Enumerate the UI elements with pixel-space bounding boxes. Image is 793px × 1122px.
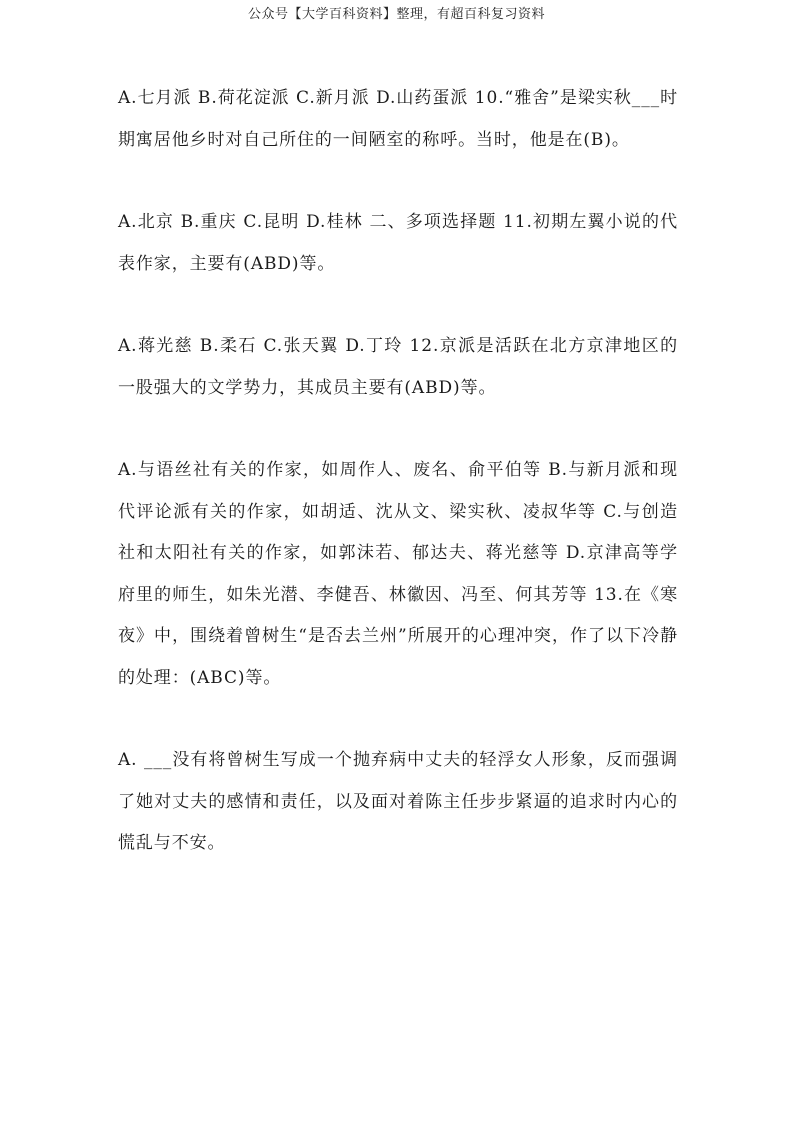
paragraph-q9-options-q10: A.七月派 B.荷花淀派 C.新月派 D.山药蛋派 10.“雅舍”是梁实秋___时期寓居他乡时对自己所住的一间陋室的称呼。当时，他是在(B)。: [118, 88, 678, 150]
page-header: 公众号【大学百科资料】整理，有超百科复习资料: [247, 7, 545, 22]
paragraph-q11-options-q12: A.蒋光慈 B.柔石 C.张天翼 D.丁玲 12.京派是活跃在北方京津地区的一股强大的文学势力，其成员主要有(ABD)等。: [118, 336, 678, 398]
paragraph-q12-options-q13: A.与语丝社有关的作家，如周作人、废名、俞平伯等 B.与新月派和现代评论派有关的作家，如胡适、沈从文、梁实秋、凌叔华等 C.与创造社和太阳社有关的作家，如郭沫若、郁达夫、蒋光慈等 D.京津高等学府里的师生，如朱光潜、李健吾、林徽因、冯至、何其芳等 13.在《寒夜》中，围绕着曾树生“是否去兰州”所展开的心理冲突，作了以下冷静的处理：(ABC)等。: [118, 460, 678, 688]
document-body: [118, 78, 678, 906]
paragraph-q10-options-q11: A.北京 B.重庆 C.昆明 D.桂林 二、多项选择题 11.初期左翼小说的代表作家，主要有(ABD)等。: [118, 212, 678, 274]
paragraph-q13-option-a: A. ___没有将曾树生写成一个抛弃病中丈夫的轻浮女人形象，反而强调了她对丈夫的感情和责任，以及面对着陈主任步步紧逼的追求时内心的慌乱与不安。: [118, 750, 678, 853]
